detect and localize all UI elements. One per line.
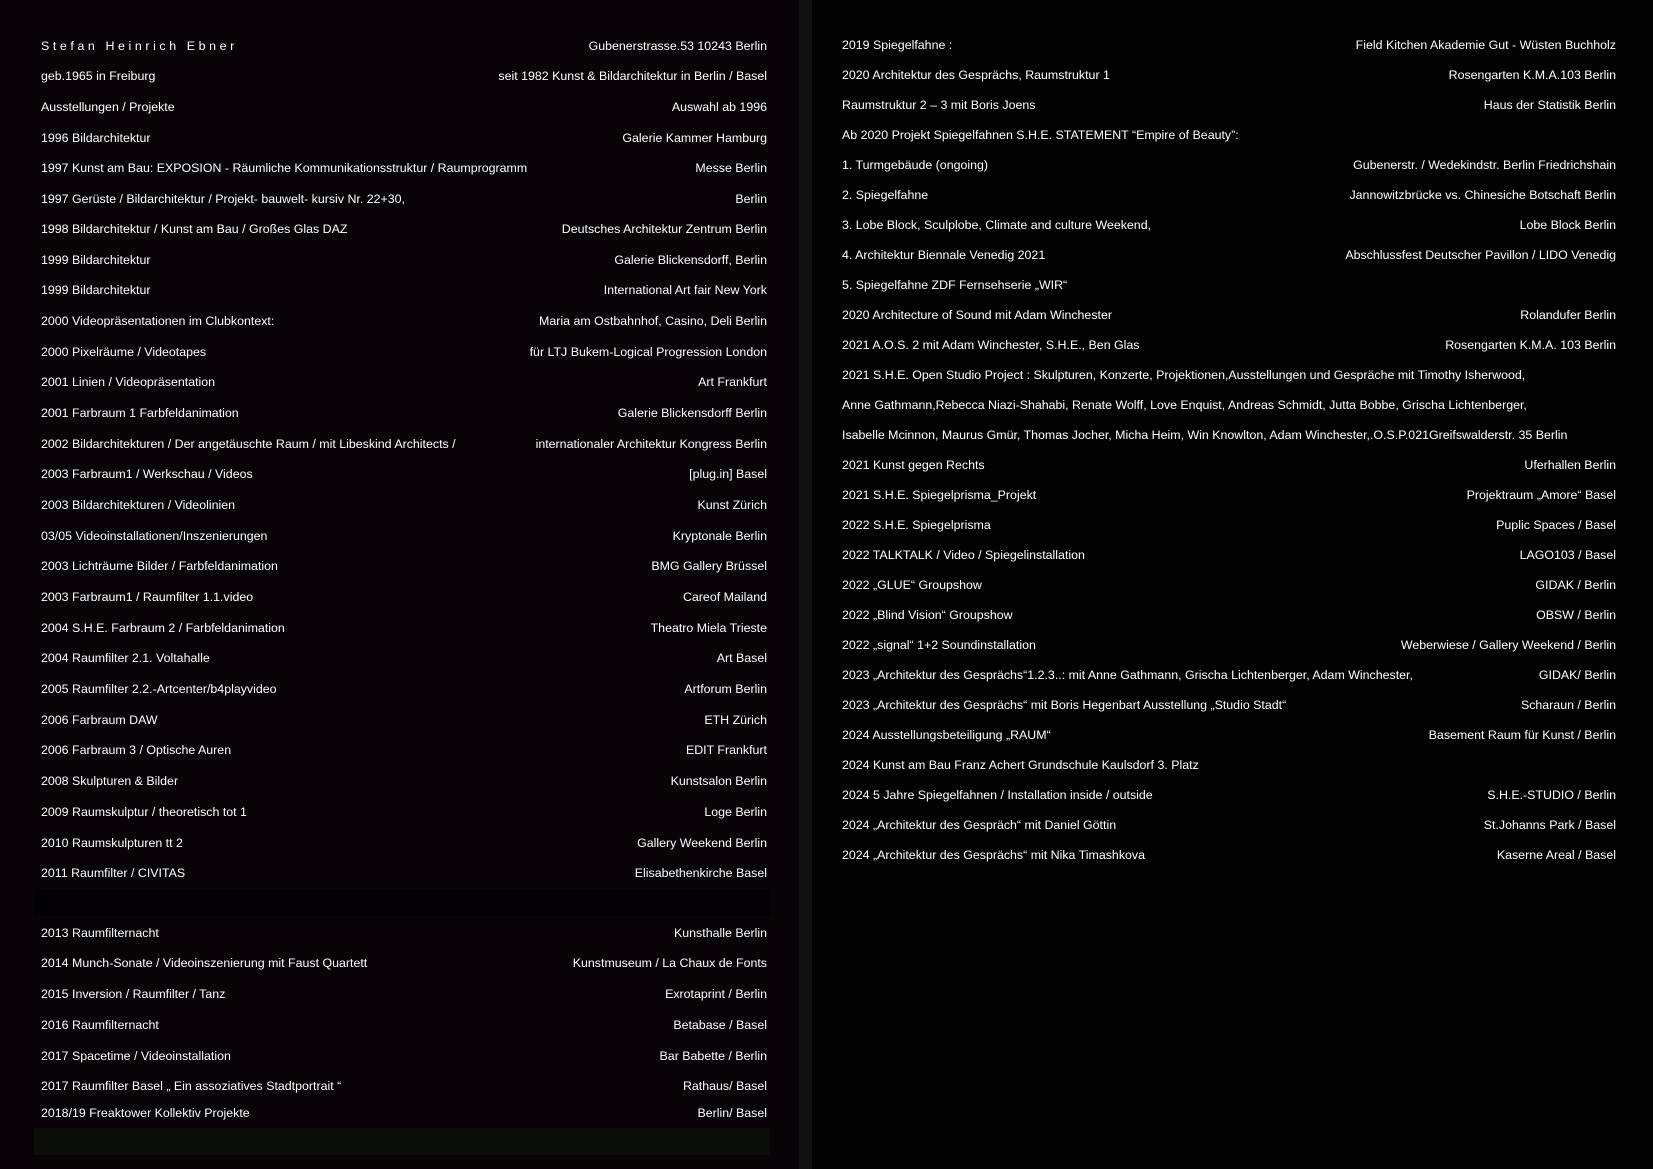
entry-title: 1999 Bildarchitektur <box>41 283 151 297</box>
entry-title: 2010 Raumskulpturen tt 2 <box>41 836 183 850</box>
entry-venue: Haus der Statistik Berlin <box>1483 98 1616 112</box>
cv-entry-row <box>41 1017 767 1033</box>
entry-title: 2019 Spiegelfahne : <box>842 38 953 52</box>
entry-venue: Kunstmuseum / La Chaux de Fonts <box>572 956 767 970</box>
entry-venue: Kunst Zürich <box>697 498 767 512</box>
cv-entry-row <box>41 38 767 54</box>
entry-venue: Kunstsalon Berlin <box>670 774 767 788</box>
entry-venue: Basement Raum für Kunst / Berlin <box>1428 728 1616 742</box>
cv-entry-row <box>842 187 1616 203</box>
entry-venue: Bar Babette / Berlin <box>659 1049 767 1063</box>
cv-entry-row <box>41 528 767 544</box>
entry-venue: International Art fair New York <box>603 283 767 297</box>
entry-title: 2008 Skulpturen & Bilder <box>41 774 179 788</box>
entry-venue: Galerie Blickensdorff, Berlin <box>614 253 767 267</box>
cv-entry-row <box>842 217 1616 233</box>
entry-title: 2004 S.H.E. Farbraum 2 / Farbfeldanimation <box>41 621 285 635</box>
entry-venue: Kryptonale Berlin <box>672 529 767 543</box>
cv-entry-row <box>842 757 1616 773</box>
entry-title: 1997 Gerüste / Bildarchitektur / Projekt- bauwelt- kursiv Nr. 22+30, <box>41 192 405 206</box>
cv-entry-row <box>842 487 1616 503</box>
cv-entry-row <box>41 466 767 482</box>
cv-entry-row <box>41 68 767 84</box>
cv-entry-row <box>41 925 767 941</box>
entry-venue: Maria am Ostbahnhof, Casino, Deli Berlin <box>539 314 767 328</box>
entry-title: 2003 Farbraum1 / Raumfilter 1.1.video <box>41 590 254 604</box>
entry-venue: Rolandufer Berlin <box>1520 308 1616 322</box>
entry-title: 4. Architektur Biennale Venedig 2021 <box>842 248 1046 262</box>
entry-venue: Uferhallen Berlin <box>1524 458 1616 472</box>
entry-title: Ab 2020 Projekt Spiegelfahnen S.H.E. STATEMENT “Empire of Beauty”: <box>842 128 1239 142</box>
cv-entry-row <box>842 457 1616 473</box>
entry-venue: Rosengarten K.M.A. 103 Berlin <box>1445 338 1616 352</box>
entry-title: 2001 Farbraum 1 Farbfeldanimation <box>41 406 239 420</box>
entry-title: 3. Lobe Block, Sculplobe, Climate and culture Weekend, <box>842 218 1152 232</box>
entry-title: 2023 „Architektur des Gesprächs“1.2.3..: mit Anne Gathmann, Grischa Lichtenberger, Adam Winchester, <box>842 668 1413 682</box>
entry-title: geb.1965 in Freiburg <box>41 69 156 83</box>
entry-title: 2004 Raumfilter 2.1. Voltahalle <box>41 651 210 665</box>
entry-title: 2015 Inversion / Raumfilter / Tanz <box>41 987 226 1001</box>
entry-venue: Field Kitchen Akademie Gut - Wüsten Buchholz <box>1355 38 1616 52</box>
entry-title: 2024 5 Jahre Spiegelfahnen / Installation inside / outside <box>842 788 1153 802</box>
entry-title: 2021 S.H.E. Open Studio Project : Skulpturen, Konzerte, Projektionen,Ausstellungen und Gespräche mit Timothy Isherwood, <box>842 368 1526 382</box>
entry-venue: Abschlussfest Deutscher Pavillon / LIDO Venedig <box>1345 248 1616 262</box>
entry-title: Isabelle Mcinnon, Maurus Gmür, Thomas Jocher, Micha Heim, Win Knowlton, Adam Winchester,.O.S.P.021Greifswalderstr. 35 Berlin <box>842 428 1568 442</box>
entry-venue: Deutsches Architektur Zentrum Berlin <box>561 222 767 236</box>
entry-venue: Jannowitzbrücke vs. Chinesiche Botschaft Berlin <box>1349 188 1616 202</box>
page-gutter <box>799 0 812 1169</box>
cv-entry-row <box>41 773 767 789</box>
cv-entry-row <box>842 517 1616 533</box>
cv-entry-row <box>842 667 1616 683</box>
cv-entry-row <box>41 99 767 115</box>
entry-title: 2. Spiegelfahne <box>842 188 929 202</box>
entry-title: Ausstellungen / Projekte <box>41 100 175 114</box>
cv-entry-row <box>41 865 767 881</box>
entry-venue: Betabase / Basel <box>673 1018 767 1032</box>
cv-entry-row <box>41 620 767 636</box>
entry-title: 03/05 Videoinstallationen/Inszenierungen <box>41 529 268 543</box>
cv-entry-row <box>842 787 1616 803</box>
cv-entry-row <box>41 955 767 971</box>
cv-entry-row <box>41 650 767 666</box>
cv-entry-row <box>41 497 767 513</box>
entry-title: 2002 Bildarchitekturen / Der angetäuschte Raum / mit Libeskind Architects / <box>41 437 456 451</box>
cv-entry-row <box>842 67 1616 83</box>
entry-title: 2023 „Architektur des Gesprächs“ mit Boris Hegenbart Ausstellung „Studio Stadt“ <box>842 698 1287 712</box>
entry-title: 2017 Raumfilter Basel „ Ein assoziatives Stadtportrait “ <box>41 1079 342 1093</box>
entry-title: 1999 Bildarchitektur <box>41 253 151 267</box>
entry-title: 2005 Raumfilter 2.2.-Artcenter/b4playvideo <box>41 682 277 696</box>
entry-venue: St.Johanns Park / Basel <box>1483 818 1616 832</box>
entry-title: 2009 Raumskulptur / theoretisch tot 1 <box>41 805 247 819</box>
entry-venue: Art Basel <box>716 651 767 665</box>
cv-entry-row <box>842 847 1616 863</box>
entry-title: 1. Turmgebäude (ongoing) <box>842 158 989 172</box>
entry-venue: Loge Berlin <box>704 805 767 819</box>
entry-venue: Gubenerstr. / Wedekindstr. Berlin Friedrichshain <box>1353 158 1616 172</box>
entry-title: 2003 Bildarchitekturen / Videolinien <box>41 498 236 512</box>
entry-venue: Auswahl ab 1996 <box>671 100 767 114</box>
cv-entry-row <box>842 697 1616 713</box>
cv-entry-row <box>842 367 1616 383</box>
entry-venue: Puplic Spaces / Basel <box>1496 518 1616 532</box>
entry-title: 2003 Lichträume Bilder / Farbfeldanimation <box>41 559 278 573</box>
entry-venue: Messe Berlin <box>695 161 767 175</box>
entry-title: 2018/19 Freaktower Kollektiv Projekte <box>41 1106 250 1120</box>
entry-venue: Rosengarten K.M.A.103 Berlin <box>1448 68 1616 82</box>
cv-entry-row <box>842 307 1616 323</box>
cv-entry-row <box>41 1105 767 1121</box>
entry-title: 2013 Raumfilternacht <box>41 926 159 940</box>
cv-entry-row <box>41 374 767 390</box>
entry-title: 2020 Architecture of Sound mit Adam Winchester <box>842 308 1112 322</box>
section-divider-band <box>34 889 770 916</box>
entry-title: 2021 A.O.S. 2 mit Adam Winchester, S.H.E., Ben Glas <box>842 338 1140 352</box>
entry-title: 2024 Kunst am Bau Franz Achert Grundschule Kaulsdorf 3. Platz <box>842 758 1199 772</box>
cv-entry-row <box>41 160 767 176</box>
cv-entry-row <box>41 681 767 697</box>
entry-title: Anne Gathmann,Rebecca Niazi-Shahabi, Renate Wolff, Love Enquist, Andreas Schmidt, Jutta Bobbe, Grischa Lichtenberger, <box>842 398 1527 412</box>
entry-title: 2000 Pixelräume / Videotapes <box>41 345 207 359</box>
entry-venue: seit 1982 Kunst & Bildarchitektur in Berlin / Basel <box>498 69 767 83</box>
entry-venue: ETH Zürich <box>704 713 767 727</box>
entry-venue: Weberwiese / Gallery Weekend / Berlin <box>1400 638 1616 652</box>
entry-title: Raumstruktur 2 – 3 mit Boris Joens <box>842 98 1036 112</box>
cv-entry-row <box>842 427 1616 443</box>
entry-venue: OBSW / Berlin <box>1536 608 1616 622</box>
entry-venue: Berlin/ Basel <box>697 1106 767 1120</box>
cv-entry-row <box>842 157 1616 173</box>
cv-entry-row <box>842 127 1616 143</box>
entry-title: 2020 Architektur des Gesprächs, Raumstruktur 1 <box>842 68 1110 82</box>
entry-title: 2011 Raumfilter / CIVITAS <box>41 866 186 880</box>
entry-title: 2024 Ausstellungsbeteiligung „RAUM“ <box>842 728 1051 742</box>
entry-venue: Artforum Berlin <box>684 682 767 696</box>
entry-title: 2022 TALKTALK / Video / Spiegelinstallation <box>842 548 1085 562</box>
entry-venue: Theatro Miela Trieste <box>650 621 767 635</box>
entry-title: 2006 Farbraum DAW <box>41 713 158 727</box>
entry-title: 2014 Munch-Sonate / Videoinszenierung mit Faust Quartett <box>41 956 368 970</box>
cv-entry-row <box>842 247 1616 263</box>
cv-entry-row <box>41 712 767 728</box>
entry-venue: BMG Gallery Brüssel <box>651 559 767 573</box>
entry-venue: EDIT Frankfurt <box>685 743 767 757</box>
entry-title: 1996 Bildarchitektur <box>41 131 151 145</box>
cv-entry-row <box>41 1048 767 1064</box>
entry-venue: GIDAK / Berlin <box>1535 578 1616 592</box>
entry-title: 2024 „Architektur des Gespräch“ mit Daniel Göttin <box>842 818 1117 832</box>
entry-title: 2024 „Architektur des Gesprächs“ mit Nika Timashkova <box>842 848 1145 862</box>
entry-venue: Scharaun / Berlin <box>1520 698 1616 712</box>
cv-entry-row <box>41 191 767 207</box>
cv-entry-row <box>41 130 767 146</box>
cv-entry-row <box>842 607 1616 623</box>
entry-title: 2006 Farbraum 3 / Optische Auren <box>41 743 232 757</box>
entry-title: 2022 „signal“ 1+2 Soundinstallation <box>842 638 1036 652</box>
entry-venue: für LTJ Bukem-Logical Progression London <box>529 345 767 359</box>
entry-title: 2003 Farbraum1 / Werkschau / Videos <box>41 467 253 481</box>
cv-entry-row <box>41 986 767 1002</box>
entry-title: 2016 Raumfilternacht <box>41 1018 159 1032</box>
cv-entry-row <box>41 835 767 851</box>
entry-venue: Lobe Block Berlin <box>1519 218 1616 232</box>
cv-entry-row <box>41 742 767 758</box>
entry-title: 2022 S.H.E. Spiegelprisma <box>842 518 991 532</box>
cv-entry-row <box>842 727 1616 743</box>
entry-venue: Berlin <box>735 192 767 206</box>
entry-title: 2000 Videopräsentationen im Clubkontext: <box>41 314 275 328</box>
cv-entry-row <box>41 282 767 298</box>
entry-venue: Projektraum „Amore“ Basel <box>1466 488 1616 502</box>
footer-band <box>34 1128 770 1155</box>
entry-venue: Gubenerstrasse.53 10243 Berlin <box>588 39 767 53</box>
entry-venue: Art Frankfurt <box>698 375 767 389</box>
cv-entry-row <box>41 313 767 329</box>
cv-entry-row <box>41 436 767 452</box>
entry-title: 5. Spiegelfahne ZDF Fernsehserie „WIR“ <box>842 278 1068 292</box>
cv-entry-row <box>842 37 1616 53</box>
artist-name: Stefan Heinrich Ebner <box>41 39 238 53</box>
cv-entry-row <box>842 277 1616 293</box>
cv-entry-row <box>41 344 767 360</box>
cv-entry-row <box>842 397 1616 413</box>
entry-venue: Galerie Blickensdorff Berlin <box>617 406 767 420</box>
cv-entry-row <box>41 1078 767 1094</box>
entry-title: 2021 S.H.E. Spiegelprisma_Projekt <box>842 488 1037 502</box>
entry-venue: S.H.E.-STUDIO / Berlin <box>1487 788 1616 802</box>
entry-venue: LAGO103 / Basel <box>1519 548 1616 562</box>
cv-entry-row <box>842 637 1616 653</box>
entry-venue: internationaler Architektur Kongress Berlin <box>535 437 767 451</box>
entry-title: 1998 Bildarchitektur / Kunst am Bau / Großes Glas DAZ <box>41 222 348 236</box>
entry-venue: Exrotaprint / Berlin <box>665 987 767 1001</box>
entry-title: 2022 „GLUE“ Groupshow <box>842 578 982 592</box>
cv-entry-row <box>41 405 767 421</box>
entry-title: 2021 Kunst gegen Rechts <box>842 458 985 472</box>
entry-venue: GIDAK/ Berlin <box>1538 668 1616 682</box>
entry-venue: Rathaus/ Basel <box>682 1079 767 1093</box>
entry-venue: Kaserne Areal / Basel <box>1496 848 1616 862</box>
cv-entry-row <box>842 577 1616 593</box>
cv-entry-row <box>41 804 767 820</box>
cv-entry-row <box>41 558 767 574</box>
cv-entry-row <box>842 547 1616 563</box>
entry-venue: Galerie Kammer Hamburg <box>622 131 767 145</box>
cv-entry-row <box>41 252 767 268</box>
cv-entry-row <box>842 97 1616 113</box>
entry-title: 1997 Kunst am Bau: EXPOSION - Räumliche Kommunikationsstruktur / Raumprogramm <box>41 161 528 175</box>
cv-entry-row <box>842 817 1616 833</box>
cv-entry-row <box>41 221 767 237</box>
entry-venue: Gallery Weekend Berlin <box>637 836 767 850</box>
entry-title: 2001 Linien / Videopräsentation <box>41 375 216 389</box>
entry-title: 2017 Spacetime / Videoinstallation <box>41 1049 231 1063</box>
cv-entry-row <box>842 337 1616 353</box>
entry-title: 2022 „Blind Vision“ Groupshow <box>842 608 1013 622</box>
entry-venue: Elisabethenkirche Basel <box>634 866 767 880</box>
entry-venue: [plug.in] Basel <box>689 467 767 481</box>
entry-venue: Kunsthalle Berlin <box>674 926 767 940</box>
cv-entry-row <box>41 589 767 605</box>
entry-venue: Careof Mailand <box>682 590 767 604</box>
